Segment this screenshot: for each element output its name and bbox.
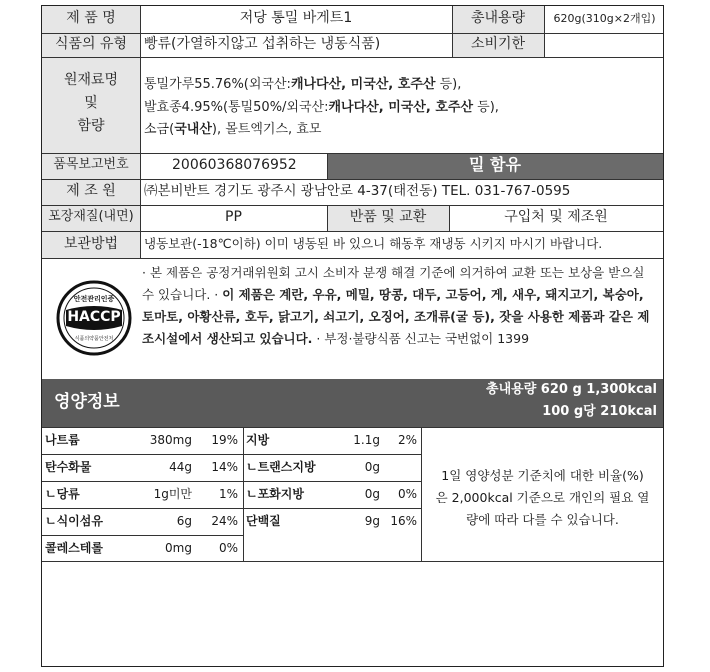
haccp-top-text: 안전관리인증	[73, 295, 115, 303]
nutrient-amount: 380mg	[149, 433, 192, 447]
return-label: 반품 및 교환	[349, 209, 427, 225]
nutrient-amount: 0g	[364, 487, 380, 501]
storage: 냉동보관(-18℃이하) 이미 냉동된 바 있으니 해동후 재냉동 시키지 마시기 바랍니다.	[144, 236, 603, 251]
nutrient-percent: 19%	[211, 433, 238, 447]
ingredients-line-1: 통밀가루55.76%(외국산:캐나다산, 미국산, 호주산 등),	[144, 77, 462, 92]
expiry-label: 소비기한	[470, 36, 526, 52]
ingredients-line-2: 발효종4.95%(통밀50%/외국산:캐나다산, 미국산, 호주산 등),	[144, 100, 499, 115]
nutrient-amount: 6g	[176, 514, 192, 528]
nutrition-per100: 100 g당 210kcal	[542, 404, 657, 419]
ingredients-label-2: 및	[84, 95, 98, 111]
nutrition-footnote-3: 량에 따라 다를 수 있습니다.	[466, 512, 619, 527]
haccp-bottom-text: 식품의약품안전처	[74, 336, 114, 342]
nutrient-amount: 1.1g	[353, 433, 380, 447]
nutrient-percent: 0%	[397, 487, 417, 501]
nutrient-amount: 0g	[364, 460, 380, 474]
packaging-label: 포장재질(내면)	[48, 209, 134, 224]
allergen-box: 밀 함유	[469, 155, 521, 174]
nutrient-amount: 1g미만	[153, 487, 192, 501]
notice-text: · 본 제품은 공정거래위원회 고시 소비자 분쟁 해결 기준에 의거하여 교환 또는 보상을 받으실 수 있습니다. · 이 제품은 계란, 우유, 메밀, 땅콩, 대두, 고등어, 게, 새우, 돼지고기, 복숭아, 토마토, 아황산류, 호두, 닭고기, 쇠고기, 오징어, 조개류(굴 등), 잣을 사용한 제품과 같은 제조시설에서 생산되고 있습니다. · 부정·불량식품 신고는 국번없이 1399	[142, 265, 650, 346]
nutrient-name: ㄴ포화지방	[246, 487, 304, 501]
total-capacity-label: 총내용량	[470, 10, 526, 26]
nutrient-name: 나트륨	[45, 433, 80, 447]
storage-label: 보관방법	[63, 236, 119, 252]
nutrient-percent: 14%	[211, 460, 238, 474]
nutrient-name: ㄴ트랜스지방	[246, 460, 316, 474]
nutrition-footnote-2: 은 2,000kcal 기준으로 개인의 필요 열	[435, 490, 650, 505]
nutrition-title: 영양정보	[54, 392, 120, 412]
nutrient-name: 탄수화물	[45, 460, 92, 474]
nutrient-name: ㄴ식이섬유	[45, 514, 103, 528]
ingredients-label-1: 원재료명	[63, 72, 119, 88]
nutrient-percent: 1%	[218, 487, 238, 501]
packaging: PP	[225, 209, 242, 225]
nutrient-name: ㄴ당류	[45, 487, 80, 501]
ingredients-line-3: 소금(국내산), 몰트엑기스, 효모	[144, 122, 322, 137]
report-no-label: 품목보고번호	[53, 157, 129, 172]
food-type: 빵류(가열하지않고 섭취하는 냉동식품)	[144, 36, 381, 52]
nutrient-name: 단백질	[246, 514, 281, 528]
ingredients-label-3: 함량	[77, 118, 105, 134]
food-type-label: 식품의 유형	[54, 36, 128, 52]
food-label	[41, 5, 664, 667]
nutrient-percent: 16%	[390, 514, 417, 528]
nutrition-footnote-1: 1일 영양성분 기준치에 대한 비율(%)	[441, 468, 644, 483]
manufacturer-label: 제 조 원	[66, 183, 116, 199]
nutrition-total: 총내용량 620 g 1,300kcal	[486, 382, 657, 397]
return-value: 구입처 및 제조원	[504, 209, 608, 225]
nutrient-name: 지방	[246, 433, 270, 447]
nutrient-amount: 44g	[169, 460, 192, 474]
product-name-label: 제 품 명	[66, 10, 116, 26]
nutrient-percent: 2%	[397, 433, 417, 447]
product-name: 저당 통밀 바게트1	[239, 10, 353, 26]
report-no: 20060368076952	[172, 157, 297, 173]
nutrient-amount: 9g	[364, 514, 380, 528]
nutrient-percent: 24%	[211, 514, 238, 528]
nutrient-amount: 0mg	[165, 541, 192, 555]
nutrient-name: 콜레스테롤	[45, 541, 103, 555]
nutrient-percent: 0%	[218, 541, 238, 555]
total-capacity: 620g(310g×2개입)	[553, 12, 656, 25]
manufacturer: ㈜본비반트 경기도 광주시 광남안로 4-37(태전동) TEL. 031-767-0595	[144, 183, 571, 199]
haccp-main-text: HACCP	[67, 309, 121, 325]
